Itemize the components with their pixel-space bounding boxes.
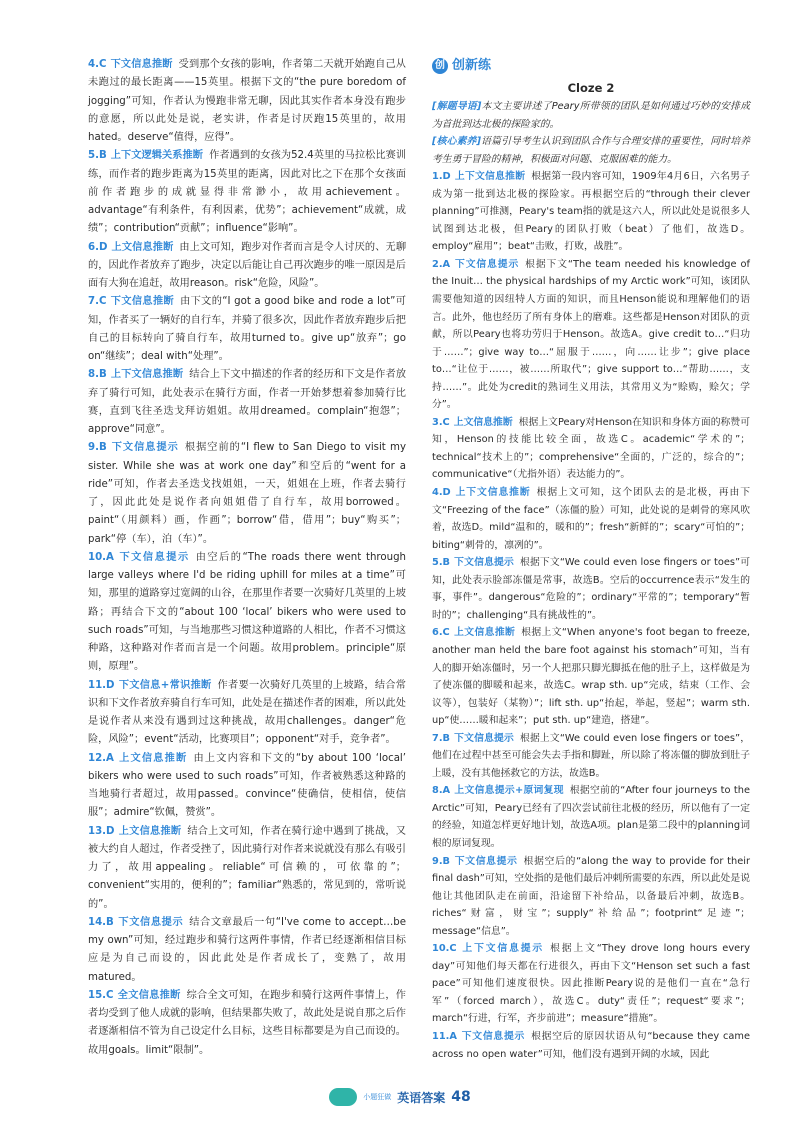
answer-entry [88, 293, 406, 366]
brand-name: 小题狂做 [363, 1093, 392, 1101]
answer-tag: 全文信息推断 [117, 989, 181, 1001]
section-title: 创新练 [452, 58, 492, 74]
answer-text: 由上文可知，跑步对作者而言是令人讨厌的、无聊的，因此作者放弃了跑步，决定以后能让自己再次跑步的唯一原因是后面有大狗在追赶，故用reason。risk“危险，风险”。 [88, 241, 407, 289]
page-number: 48 [451, 1089, 471, 1105]
answer-entry [432, 782, 750, 852]
intro-block [432, 98, 750, 168]
answer-number: 9.B [88, 442, 107, 454]
answer-entry [432, 624, 750, 729]
answer-tag: 下文信息提示 [454, 855, 518, 867]
answer-text: 根据上文可知，这个团队去的是北极，再由下文“Freezing of the face”（冻僵的脸）可知，此处说的是刺骨的寒风吹着，故选D。mild“温和的，暖和的”；fresh“新鲜的”；scary“可怕的”；biting“刺骨的，凛冽的”。 [432, 487, 751, 551]
answer-tag: 下文信息提示 [460, 1030, 526, 1042]
answer-number: 11.D [88, 679, 115, 691]
answer-entry [88, 439, 406, 549]
answer-tag: 下文信息提示 [110, 442, 179, 454]
answer-tag: 上文信息推断 [453, 627, 516, 639]
answer-number: 7.B [432, 732, 451, 744]
answer-number: 7.C [88, 296, 107, 308]
answer-text: 根据上文“We could even lose fingers or toes”，他们在过程中甚至可能会失去手指和脚趾，所以除了将冻僵的脚放到肚子上暖，没有其他拯救它的方法，故选B。 [432, 732, 750, 779]
footer-label: 英语答案 [397, 1090, 446, 1105]
answer-entry [88, 914, 406, 987]
answer-number: 12.A [88, 752, 114, 764]
intro-label: [解题导语] [432, 101, 482, 112]
answer-tag: 下文信息+常识推断 [118, 679, 212, 691]
answer-text: 根据空前的“I flew to San Diego to visit my sister. While she was at work one day”和空后的“went for a ride”可知，作者去圣迭戈找姐姐，一天，姐姐在上班，作者去骑行了，因此此处是说作者向姐姐借了自行车，故用borrowed。paint“（用颜料）画，作画”；borrow“借，借用”；buy“购买”；park“停（车），泊（车）”。 [88, 442, 406, 545]
answer-tag: 上文信息推断 [453, 416, 513, 428]
answer-entry [432, 414, 750, 484]
answer-number: 6.D [88, 241, 108, 253]
answer-number: 3.C [432, 416, 450, 428]
answer-text: 根据空前的“After four journeys to the Arctic”可知，Peary已经有了四次尝试前往北极的经历，所以他有了一定的经验，知道怎样更好地计划，故选A项。plan是第二段中的planning词根的原词复现。 [432, 785, 750, 849]
answer-text: 作者要一次骑好几英里的上坡路，结合常识和下文作者放弃骑自行车可知，此处是在描述作者的困难，所以此处是说作者从来没有遇到过这种挑战，故用challenges。danger“危险，风险”；event“活动，比赛项目”；opponent“对手，竞争者”。 [88, 679, 406, 746]
answer-tag: 上文信息推断 [118, 825, 182, 837]
answer-number: 4.C [88, 59, 107, 70]
intro-text: 本文主要讲述了Peary所带领的团队是如何通过巧妙的安排成为首批到达北极的探险家的。 [432, 101, 750, 130]
answer-text: 结合文章最后一句“I've come to accept…be my own”可知，经过跑步和骑行这两件事情，作者已经逐渐相信目标应是为自己而设的，因此此处是作者成长了，变熟了，故用matured。 [88, 916, 406, 983]
intro-text: 语篇引导考生认识到团队合作与合理安排的重要性，同时培养考生勇于冒险的精神，积极面对问题、克服困难的能力。 [432, 136, 750, 165]
right-column [432, 56, 750, 1063]
answer-entry [88, 750, 406, 823]
answer-number: 8.A [432, 785, 451, 797]
answer-text: 由上文内容和下文的“by about 100 ‘local’ bikers who were used to such roads”可知，作者被熟悉这种路的当地骑行者超过，故用passed。convince“使确信，使相信，使信服”；admire“钦佩，赞赏”。 [88, 752, 407, 819]
answer-entry [88, 56, 406, 147]
answer-entry [432, 168, 750, 256]
answer-tag: 下文信息提示 [117, 551, 190, 563]
answer-tag: 上下文逻辑关系推断 [110, 150, 204, 162]
answer-entry [432, 853, 750, 941]
cloze-title: Cloze 2 [567, 81, 615, 95]
answer-tag: 上文信息提示+原词复现 [454, 785, 564, 797]
answer-text: 由空后的“The roads there went through large valleys where I'd be riding uphill for miles at a time”可知，那里的道路穿过宽阔的山谷，在那里作者要一次骑好几英里的上坡路；再结合下文的“about 100 ‘local’ bikers who were used to such roads”可知，与当地那些习惯这种道路的人相比，作者不习惯这种路，这种路对作者而言是一个问题。故用problem。principle“原则，原理”。 [88, 551, 406, 673]
answer-number: 10.C [432, 943, 457, 955]
answer-text: 综合全文可知，在跑步和骑行这两件事情上，作者均受到了他人成就的影响，但结果都失败了，故此处是说自那之后作者逐渐相信不管为自己设定什么目标，这些目标都要是为自己而设的。故用goals。limit“限制”。 [88, 989, 406, 1056]
answer-text: 根据上文“They drove long hours every day”可知他们每天都在行进很久，再由下文“Henson set such a fast pace”可知他们速度很快。因此推断Peary说的是他们一直在“急行军”（forced march），故选C。duty“责任”；request“要求”；march“行进，行军，齐步前进”；measure“措施”。 [432, 943, 750, 1025]
answer-number: 14.B [88, 916, 114, 928]
answer-tag: 上文信息推断 [117, 752, 188, 764]
answer-text: 根据空后的“along the way to provide for their final dash”可知，空处指的是他们最后冲刺所需要的东西，所以此处是说他让其他团队走在前面，沿途留下补给品，以备最后冲刺，故选B。riches“财富，财宝”；supply“补给品”；footprint“足迹”；message“信息”。 [432, 855, 750, 937]
intro-paragraph [432, 133, 750, 168]
answer-tag: 下文信息推断 [110, 296, 175, 308]
answer-entry [432, 256, 750, 414]
intro-paragraph [432, 98, 750, 133]
answer-tag: 下文信息推断 [110, 59, 173, 70]
answer-entry [88, 823, 406, 914]
answer-entry [88, 549, 406, 677]
answer-entry [432, 730, 750, 783]
answer-number: 4.D [432, 487, 451, 499]
answer-tag: 下文信息提示 [454, 258, 520, 270]
answer-number: 13.D [88, 825, 115, 837]
answer-tag: 下文信息提示 [454, 732, 514, 744]
answer-text: 根据上文Peary对Henson在知识和身体方面的称赞可知，Henson的技能比较全面，故选C。academic“学术的”；technical“技术上的”；comprehensive“全面的，广泛的，综合的”；communicative“（尤指外语）表达能力的”。 [432, 416, 750, 481]
answer-tag: 上下文信息推断 [454, 171, 526, 183]
answer-entry [88, 366, 406, 439]
answer-text: 由下文的“I got a good bike and rode a lot”可知，作者买了一辆好的自行车，并骑了很多次，因此作者放弃跑步后把自己的目标转向了骑自行车，故用turned to。give up“放弃”；go on“继续”；deal with“处理”。 [88, 296, 406, 362]
answer-entry [88, 677, 406, 750]
intro-label: [核心素养] [432, 136, 481, 148]
answer-text: 根据上文“When anyone's foot began to freeze, another man held the bare foot against his stomach”可知，当有人的脚开始冻僵时，另一个人把那只脚光脚抵在他的肚子上，这样做是为了使冻僵的脚暖和起来，故选C。wrap sth. up“完成，结束（工作、会议等），包装好（某物）”；lift sth. up“抬起，举起，竖起”；warm sth. up“使……暖和起来”；put sth. up“建造，搭建”。 [432, 627, 751, 727]
answer-number: 1.D [432, 171, 451, 183]
answer-number: 6.C [432, 627, 450, 639]
answer-entry [432, 1028, 750, 1063]
answer-entry [432, 554, 750, 624]
answer-text: 受到那个女孩的影响，作者第二天就开始跑自己从未跑过的最长距离——15英里。根据下文的“the pure boredom of jogging”可知，作者认为慢跑非常无聊，因此其实作者本身没有跑步的意愿，所以此处是说，老实讲，作者是讨厌跑15英里的，故用hated。deserve“值得，应得”。 [88, 59, 406, 143]
answer-tag: 上下文信息推断 [454, 487, 531, 499]
answer-entry [432, 484, 750, 554]
answer-text: 结合上文可知，作者在骑行途中遇到了挑战，又被大约自人超过，作者受挫了，因此骑行对作者来说就没有那么有吸引力了，故用appealing。reliable“可信赖的，可依靠的”；convenient“实用的，便利的”；familiar“熟悉的，常见到的，常听说的”。 [88, 825, 407, 910]
section-header [432, 56, 750, 76]
answer-number: 10.A [88, 551, 114, 563]
left-column [88, 56, 406, 1060]
answer-text: 根据空后的原因状语从句“because they came across no open water”可知，他们没有遇到开阔的水域，因此 [432, 1030, 750, 1060]
answer-number: 9.B [432, 855, 451, 867]
answer-entry [432, 940, 750, 1028]
right-entries [432, 168, 750, 1063]
innovation-icon: 创 [432, 58, 448, 74]
answer-entry [88, 987, 406, 1060]
answer-page [88, 56, 752, 1076]
answer-text: 根据第一段内容可知，1909年4月6日，六名男子成为第一批到达北极的探险家。再根据空后的“through their clever planning”可推测，Peary's team指的就是这六人，所以此处是说很多人试图到达北极，但Peary的团队打败（beat）了他们，故选D。employ“雇用”；beat“击败，打败，战胜”。 [432, 171, 750, 253]
answer-number: 5.B [88, 150, 107, 162]
answer-number: 5.B [432, 557, 451, 569]
answer-number: 15.C [88, 989, 114, 1001]
answer-text: 根据下文“The team needed his knowledge of the Inuit… the physical hardships of my Arctic work”可知，该团队需要他知道的因纽特人方面的知识，而且Henson能说和理解他们的语言。此外，他也经历了所有身体上的磨难。这些都是Henson对团队的贡献，所以Peary也将功劳归于Henson。故选A。give credit to…“归功于……”；give way to…“屈服于……，向……让步”；give place to…“让位于……，被……所取代”；give support to…“帮助……，支持……”。此处为credit的熟词生义用法，其常用义为“赊购，赊欠；学分”。 [432, 258, 751, 411]
answer-tag: 上文信息推断 [111, 241, 174, 253]
answer-number: 8.B [88, 369, 107, 381]
answer-text: 结合上下文中描述的作者的经历和下文是作者放弃了骑行可知，此处表示在骑行方面，作者一开始梦想着参加骑行比赛，直到飞往圣迭戈拜访姐姐。故用dreamed。complain“抱怨”；approve“同意”。 [88, 369, 407, 435]
brand-logo-icon [329, 1088, 357, 1106]
answer-number: 2.A [432, 258, 451, 270]
answer-tag: 上下文信息推断 [110, 369, 184, 381]
page-footer [0, 1088, 800, 1110]
answer-entry [88, 147, 406, 238]
answer-tag: 上下文信息提示 [460, 943, 545, 955]
answer-tag: 下文信息提示 [454, 557, 514, 569]
answer-text: 作者遇到的女孩为52.4英里的马拉松比赛训练，而作者的跑步距离为15英里的距离，因此对比之下在那个女孩面前作者跑步的成就显得非常渺小，故用achievement。advantage“有利条件，有利因素，优势”；achievement“成就，成绩”；contribution“贡献”；influence“影响”。 [88, 150, 407, 235]
answer-number: 11.A [432, 1030, 457, 1042]
answer-tag: 下文信息提示 [117, 916, 184, 928]
answer-entry [88, 239, 406, 294]
answer-text: 根据下文“We could even lose fingers or toes”可知，此处表示脸部冻僵是常事，故选B。空后的occurrence表示“发生的事，事件”。dangerous“危险的”；ordinary“平常的”；temporary“暂时的”；challenging“具有挑战性的”。 [432, 557, 750, 621]
